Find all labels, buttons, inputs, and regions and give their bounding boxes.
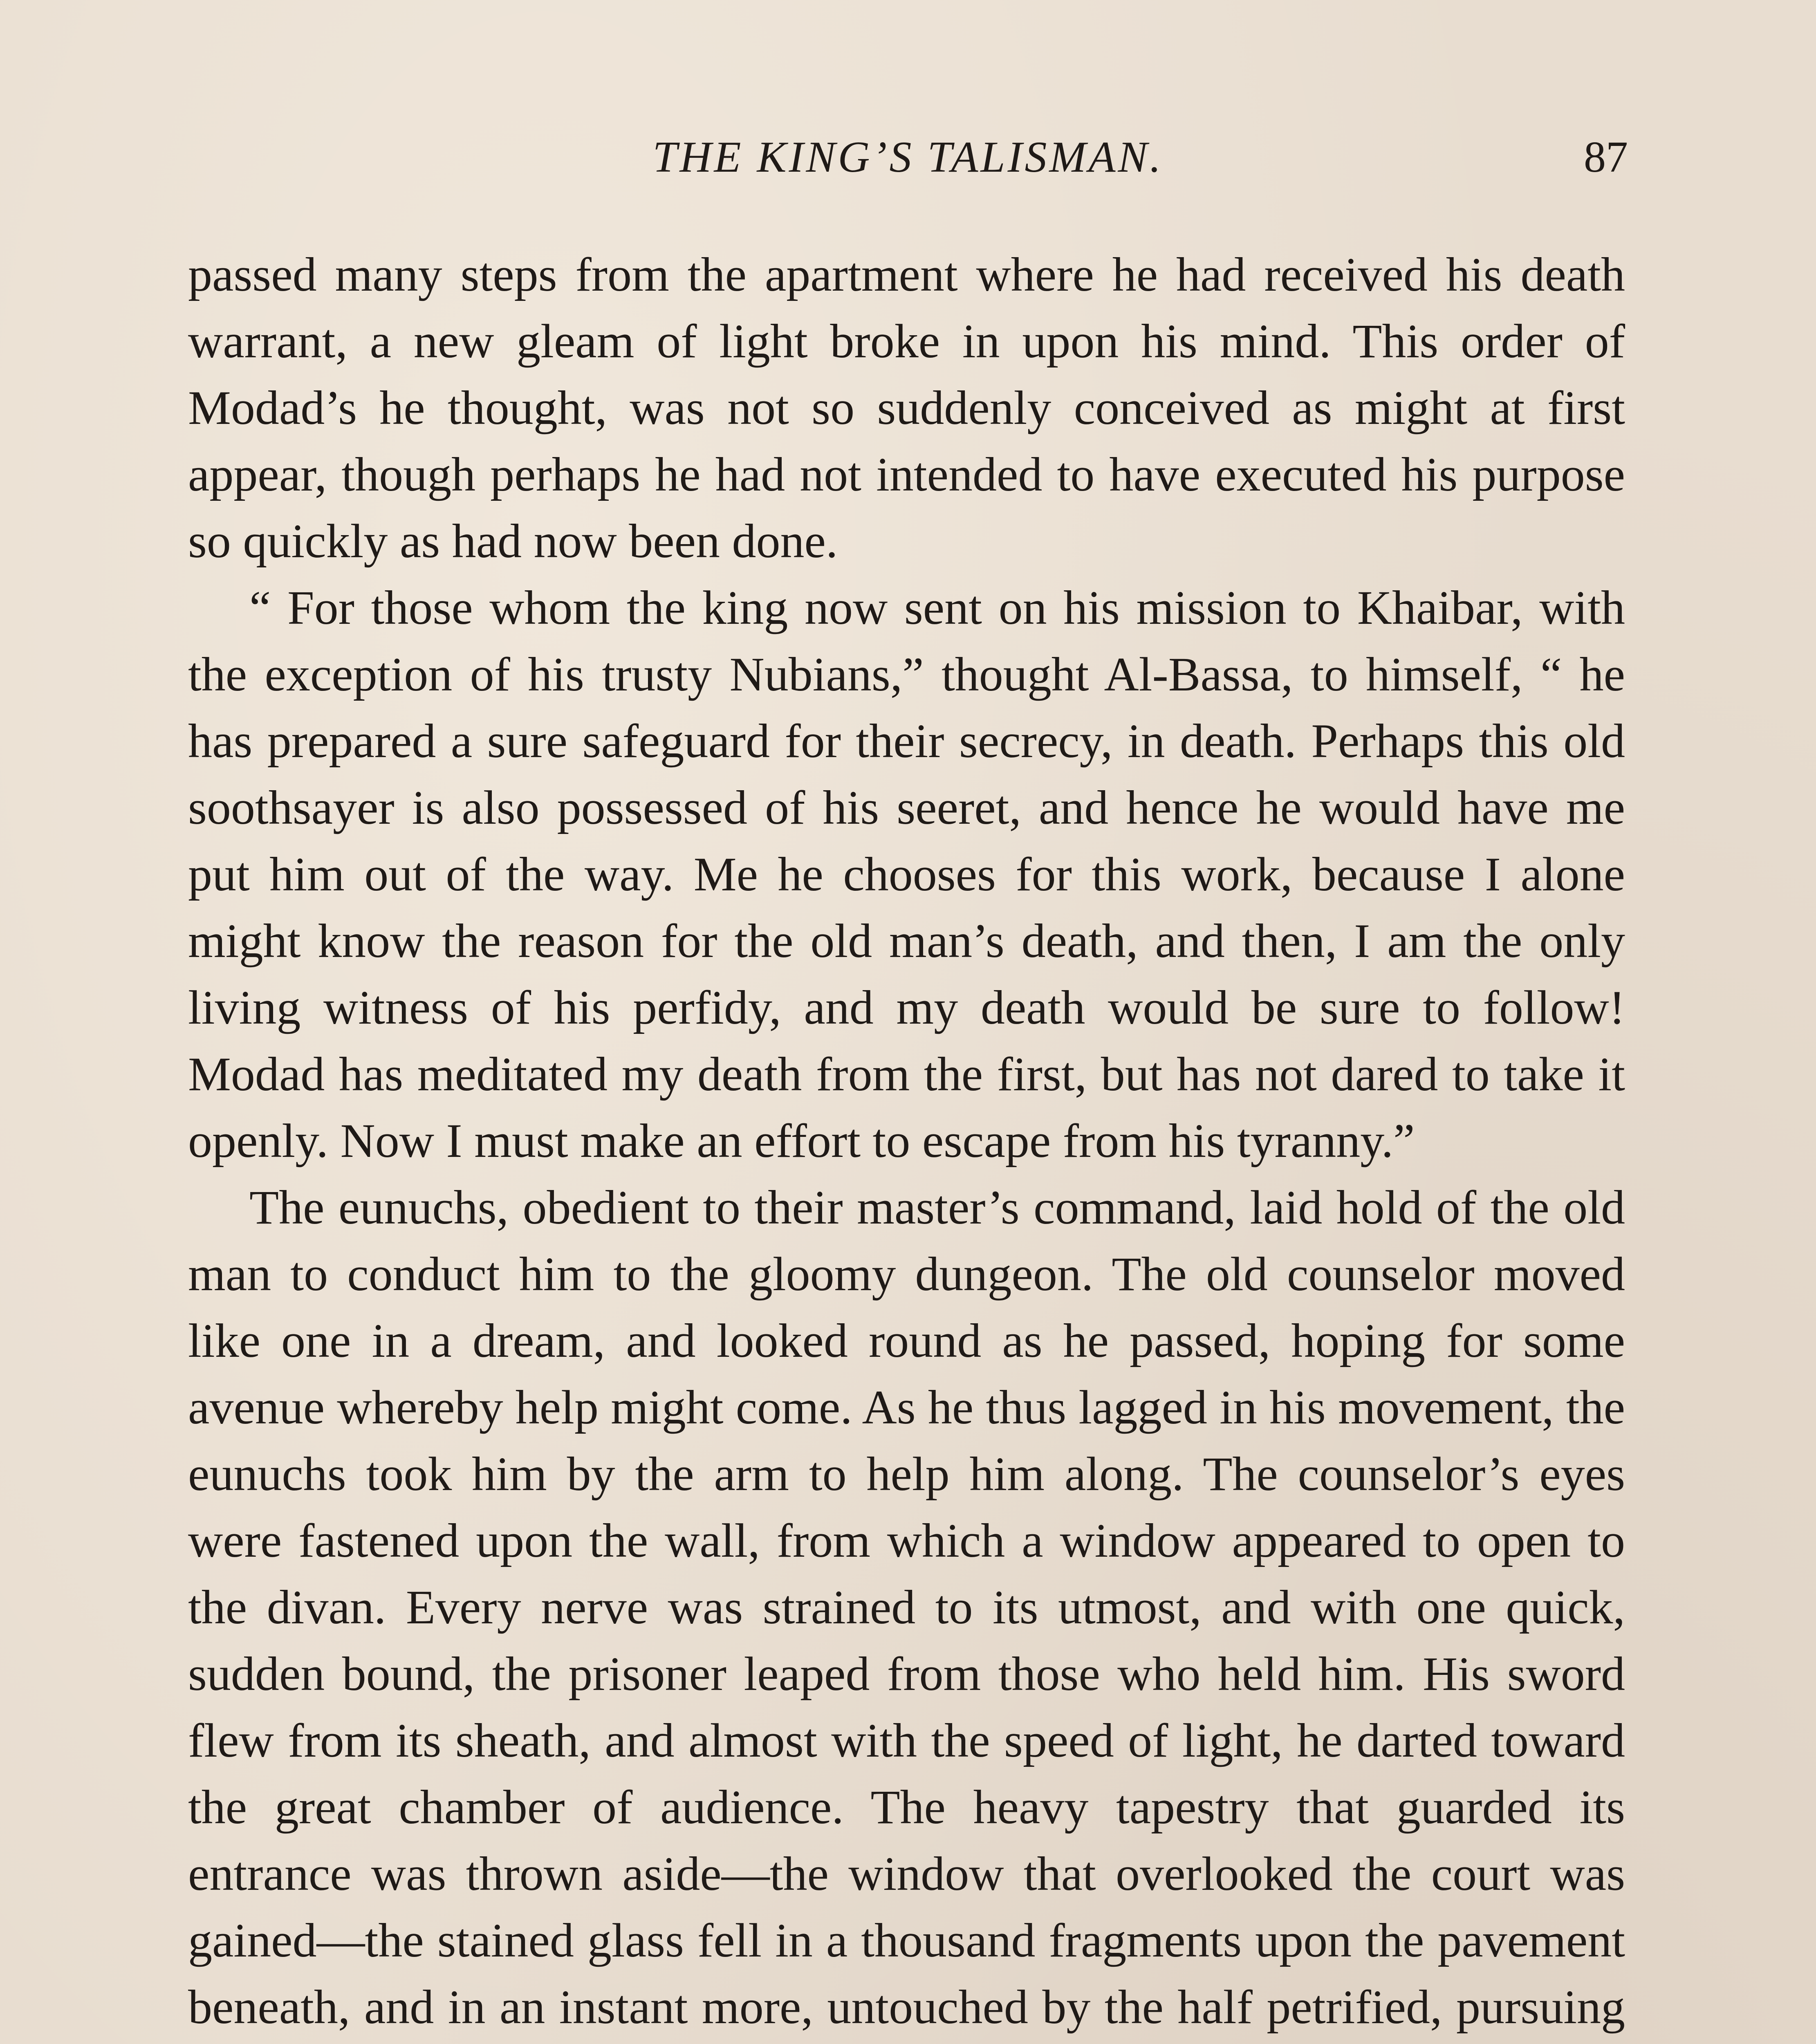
page-number: 87 — [1584, 133, 1628, 182]
body-text — [188, 241, 1625, 2044]
paragraph-3: The eunuchs, obedient to their master’s command, laid hold of the old man to conduct him to the gloomy dungeon. The old counselor moved like one in a dream, and looked round as he passed, hoping for some avenue whereby help might come. As he thus lagged in his movement, the eunuchs took him by the arm to help him along. The counselor’s eyes were fastened upon the wall, from which a window appeared to open to the divan. Every nerve was strained to its utmost, and with one quick, sudden bound, the prisoner leaped from those who held him. His sword flew from its sheath, and almost with the speed of light, he darted toward the great chamber of audience. The heavy tapestry that guarded its entrance was thrown aside—the window that overlooked the court was gained—the stained glass fell in a thousand fragments upon the pavement beneath, and in an instant more, untouched by the half petrified, pursuing — [188, 1181, 1625, 2034]
running-header — [188, 127, 1628, 188]
running-title: THE KING’S TALISMAN. — [652, 133, 1164, 182]
paragraph-2: “ For those whom the king now sent on his mission to Khaibar, with the exception of his trusty Nubians,” thought Al-Bassa, to himself, “ he has prepared a sure safeguard for their secrecy, in death. Perhaps this old soothsayer is also possessed of his seeret, and hence he would have me put him out of the way. Me he chooses for this work, because I alone might know the reason for the old man’s death, and then, I am the only living witness of his perfidy, and my death would be sure to follow! Modad has meditated my death from the first, but has not dared to take it openly. Now I must make an effort to escape from his tyranny.” — [188, 581, 1625, 1168]
paragraph-1: passed many steps from the apartment where he had received his death warrant, a new gleam of light broke in upon his mind. This order of Modad’s he thought, was not so suddenly conceived as might at first appear, though perhaps he had not intended to have executed his purpose so quickly as had now been done. — [188, 248, 1625, 568]
